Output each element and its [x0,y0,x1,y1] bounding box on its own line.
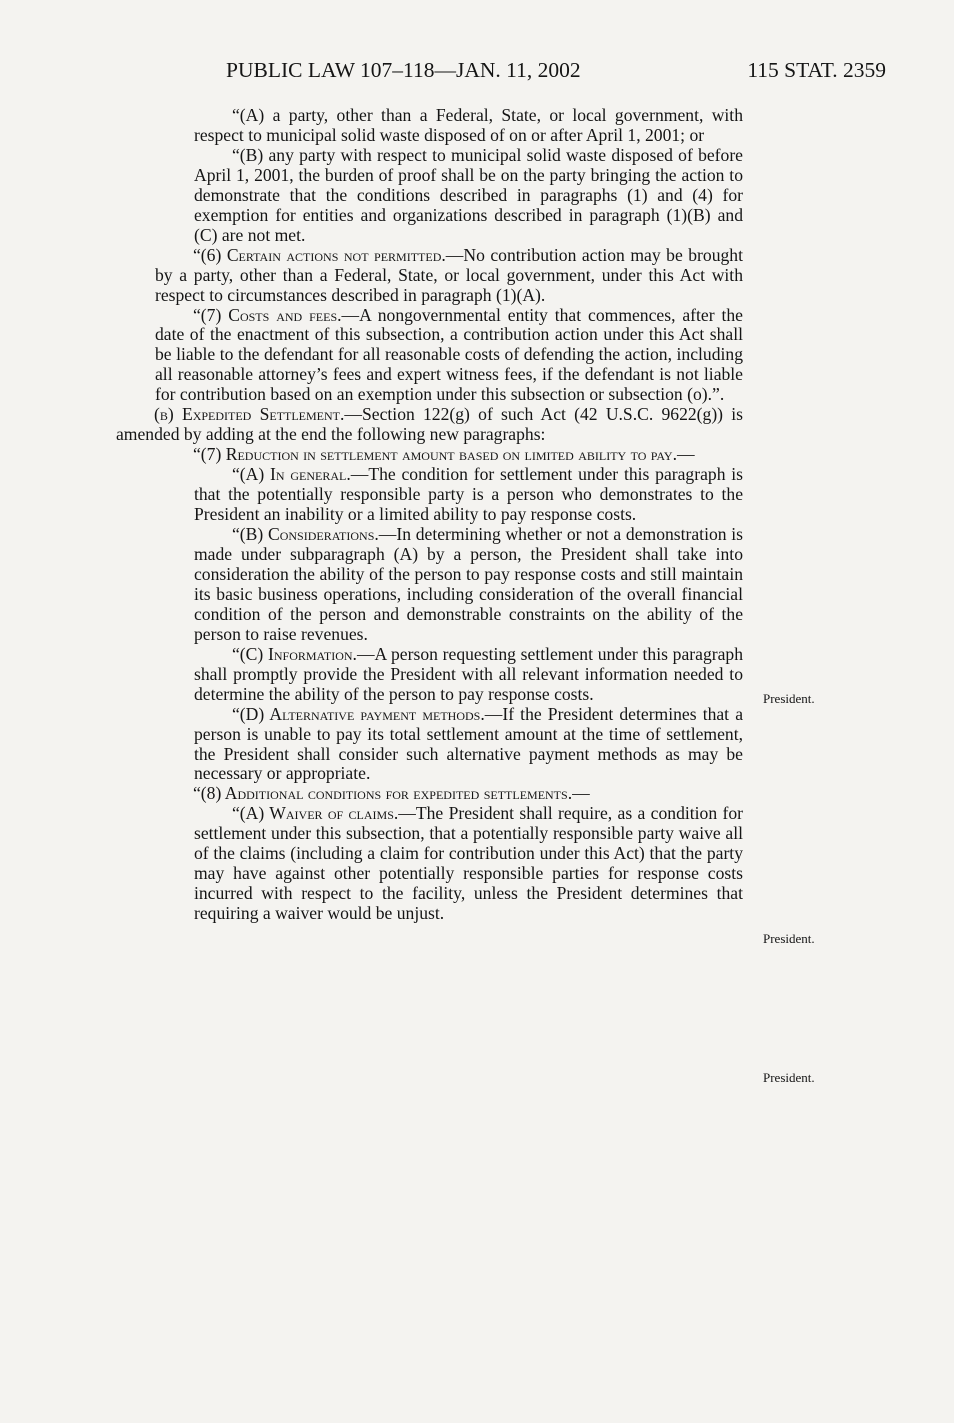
paragraph-a-party: “(A) a party, other than a Federal, State, or local government, with respect to municipal solid waste disposed of on or after April 1, 2001; or [194,105,743,145]
text-costs-and-fees: —A nongovernmental entity that commences, after the date of the enactment of this subsection, a contribution action under this Act shall be liable to the defendant for all reasonable costs of defending the action, including all reasonable attorney’s fees and expert witness fees, if the defendant is not liable for contribution based on an exemption under this subsection or subsection (o).”. [155,304,743,405]
running-header [226,58,886,88]
paragraph-6-certain-actions [155,246,743,306]
text-considerations: —In determining whether or not a demonstration is made under subparagraph (A) by a person, the President shall take into consideration the ability of the person to pay response costs and still maintain its basic business operations, including consideration of the overall financial condition of the person and demonstrable constraints on the ability of the person to raise revenues. [194,524,743,644]
heading-in-general: “(A) In general. [232,464,351,485]
public-law-title: PUBLIC LAW 107–118—JAN. 11, 2002 [226,58,581,82]
section-b-expedited-settlement [116,405,743,445]
paragraph-b-burden-of-proof: “(B) any party with respect to municipal solid waste disposed of before April 1, 2001, the burden of proof shall be on the party bringing the action to demonstrate that the conditions described in paragraphs (1) and (4) for exemption for entities and organizations described in paragraph (1)(B) and (C) are not met. [194,144,743,245]
text-expedited-settlement: —Section 122(g) of such Act (42 U.S.C. 9622(g)) is amended by adding at the end the following new paragraphs: [116,404,743,445]
heading-expedited-settlement: (b) Expedited Settlement. [154,404,345,425]
heading-alternative-payment: “(D) Alternative payment methods. [232,703,485,724]
text-information: —A person requesting settlement under this paragraph shall promptly provide the President with all relevant information needed to determine the ability of the person to pay response costs. [194,643,744,704]
stat-page-number: 115 STAT. 2359 [747,58,886,82]
subparagraph-c-information [155,645,743,705]
subparagraph-a-in-general [155,465,743,525]
heading-certain-actions: “(6) Certain actions not permitted. [193,244,446,265]
margin-note-president-1: President. [763,691,815,706]
heading-information: “(C) Information. [232,643,357,664]
text-additional-conditions: — [572,783,590,804]
text-alternative-payment: —If the President determines that a person is unable to pay its total settlement amount at the time of settlement, the President shall consider such alternative payment methods as may be necessary or appropriate. [194,703,743,784]
paragraph-7-costs-and-fees [155,306,743,406]
text-reduction-in-settlement: — [676,444,695,465]
heading-costs-and-fees: “(7) Costs and fees. [193,304,342,325]
subparagraph-b-considerations [155,525,743,645]
heading-additional-conditions: “(8) Additional conditions for expedited settlements. [193,783,573,804]
text-certain-actions: —No contribution action may be brought by a party, other than a Federal, State, or local government, under this Act with respect to circumstances described in paragraph (1)(A). [155,244,743,305]
subparagraph-a-waiver-of-claims [155,804,743,924]
text-in-general: —The condition for settlement under this paragraph is that the potentially responsible party is a person who demonstrates to the President an inability or a limited ability to pay response costs. [194,464,744,525]
subparagraph-d-alternative-payment [155,705,743,785]
heading-waiver-of-claims: “(A) Waiver of claims. [232,803,399,824]
margin-note-president-3: President. [763,1070,815,1085]
law-text-body [116,105,744,924]
paragraph-8-additional-conditions [155,784,743,804]
paragraph-7-reduction-in-settlement [155,445,743,465]
heading-reduction-in-settlement: “(7) Reduction in settlement amount based on limited ability to pay. [193,444,677,465]
margin-note-president-2: President. [763,931,815,946]
text-waiver-of-claims: —The President shall require, as a condition for settlement under this subsection, that a potentially responsible party waive all of the claims (including a claim for contribution under this Act) that the party may have against other potentially responsible parties for response costs incurred with respect to the facility, unless the President determines that requiring a waiver would be unjust. [194,803,743,924]
heading-considerations: “(B) Considerations. [232,524,379,545]
